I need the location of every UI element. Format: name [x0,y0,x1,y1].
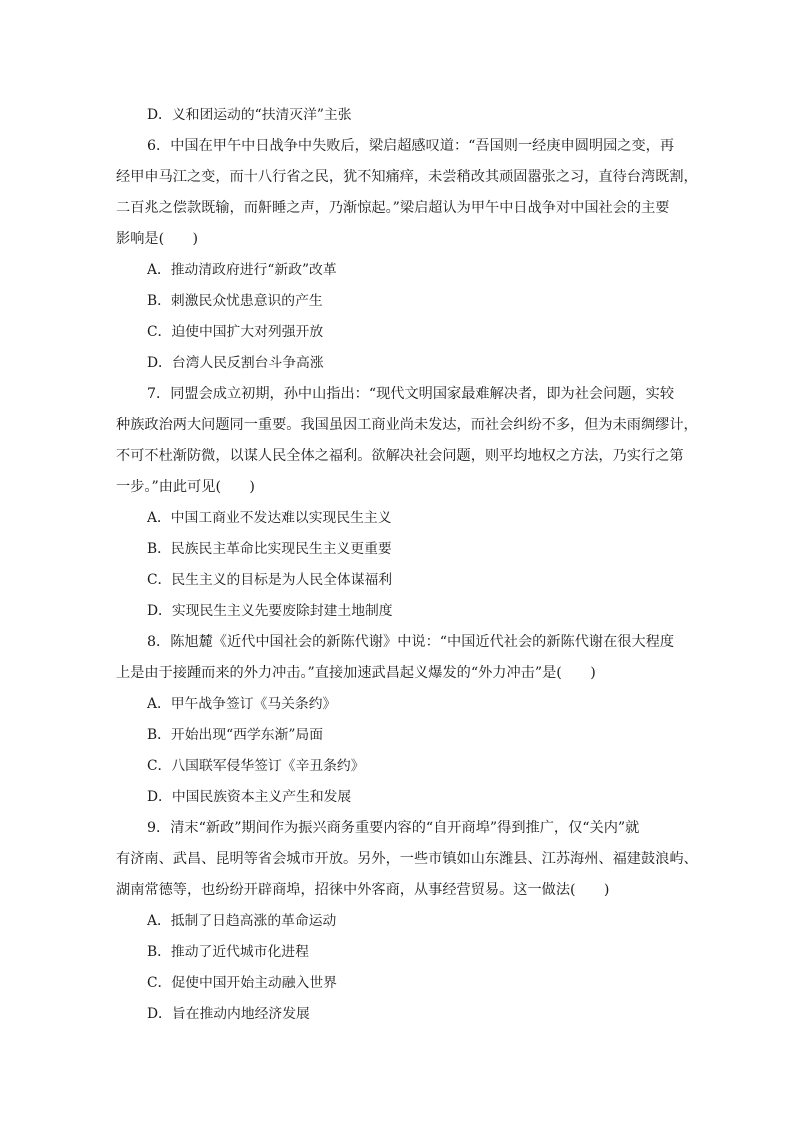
option-line: D．义和团运动的“扶清灭洋”主张 [147,107,352,123]
question-stem-line: 不可不杜渐防微，以谋人民全体之福利。欲解决社会问题，则平均地权之方法，乃实行之第 [116,448,684,464]
option-line: C．民生主义的目标是为人民全体谋福利 [147,572,393,588]
option-line: A．甲午战争签订《马关条约》 [147,696,337,712]
option-line: D．旨在推动内地经济发展 [147,1006,310,1022]
question-stem-line: 二百兆之偿款既输，而鼾睡之声，乃渐惊起。”梁启超认为甲午中日战争对中国社会的主要 [116,200,670,216]
question-stem-line: 9．清末“新政”期间作为振兴商务重要内容的“自开商埠”得到推广，仅“关内”就 [147,820,640,836]
option-line: D．台湾人民反割台斗争高涨 [147,355,324,371]
option-line: D．实现民生主义先要废除封建土地制度 [147,603,393,619]
option-line: B．民族民主革命比实现民生主义更重要 [147,541,392,557]
option-line: B．推动了近代城市化进程 [147,944,309,960]
question-stem-line: 湖南常德等，也纷纷开辟商埠，招徕中外客商，从事经营贸易。这一做法( ) [116,882,610,898]
option-line: A．推动清政府进行“新政”改革 [147,262,337,278]
question-6 [116,131,698,379]
question-7 [116,379,698,627]
question-stem-line: 经甲申马江之变，而十八行省之民，犹不知痛痒，未尝稍改其顽固嚣张之习，直待台湾既割， [116,169,698,185]
option-line: D．中国民族资本主义产生和发展 [147,789,352,805]
option-line: A．中国工商业不发达难以实现民生主义 [147,510,392,526]
option-line: C．八国联军侵华签订《辛丑条约》 [147,758,365,774]
question-stem-line: 种族政治两大问题同一重要。我国虽因工商业尚未发达，而社会纠纷不多，但为未雨绸缪计， [116,417,698,433]
question-stem-line: 7．同盟会成立初期，孙中山指出：“现代文明国家最难解决者，即为社会问题，实较 [147,386,675,402]
question-8 [116,627,682,813]
question-stem-line: 上是由于接踵而来的外力冲击。”直接加速武昌起义爆发的“外力冲击”是( ) [116,665,596,681]
option-line: B．开始出现“西学东渐”局面 [147,727,324,743]
question-stem-line: 一步。”由此可见( ) [116,479,255,495]
document-content [116,100,698,1030]
option-line: A．抵制了日趋高涨的革命运动 [147,913,337,929]
option-line: C．迫使中国扩大对列强开放 [147,324,324,340]
question-stem-line: 影响是( ) [116,231,199,247]
question-stem-line: 6．中国在甲午中日战争中失败后，梁启超感叹道：“吾国则一经庚申圆明园之变，再 [147,138,675,154]
option-line: C．促使中国开始主动融入世界 [147,975,337,991]
option-line: B．刺激民众忧患意识的产生 [147,293,323,309]
question-stem-line: 8．陈旭麓《近代中国社会的新陈代谢》中说：“中国近代社会的新陈代谢在很大程度 [147,634,675,650]
question-9 [116,813,698,1030]
question-stem-line: 有济南、武昌、昆明等省会城市开放。另外，一些市镇如山东潍县、江苏海州、福建鼓浪屿、 [116,851,698,867]
